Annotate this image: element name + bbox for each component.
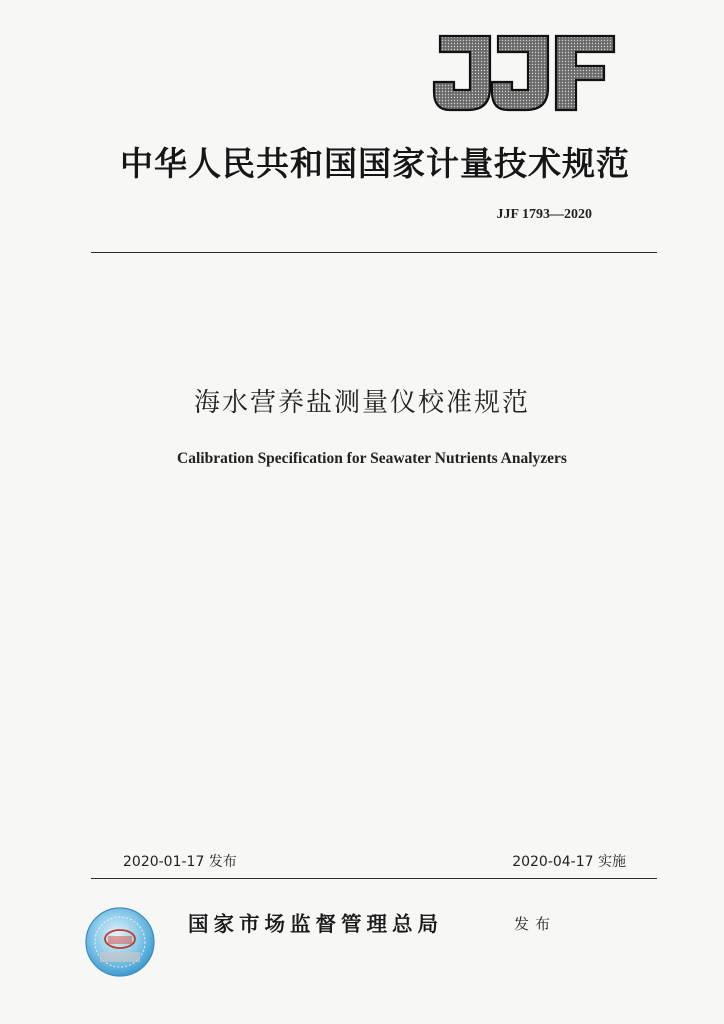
anti-counterfeit-seal-icon (84, 906, 156, 978)
jjf-logo-icon (432, 30, 618, 116)
publisher-name: 国家市场监督管理总局 (188, 912, 443, 936)
document-title-chinese: 海水营养盐测量仪校准规范 (193, 388, 530, 418)
standard-number: JJF 1793—2020 (496, 207, 592, 222)
publish-label: 发布 (514, 915, 557, 933)
jjf-logo (432, 30, 618, 116)
top-divider (91, 252, 657, 253)
bottom-divider (91, 878, 657, 879)
issuing-authority-heading: 中华人民共和国国家计量技术规范 (120, 144, 630, 183)
document-title-english: Calibration Specification for Seawater Nutrients Analyzers (177, 450, 567, 467)
issue-date: 2020-01-17 发布 (123, 854, 237, 870)
implementation-date: 2020-04-17 实施 (512, 854, 626, 870)
anti-counterfeit-seal (84, 906, 156, 978)
